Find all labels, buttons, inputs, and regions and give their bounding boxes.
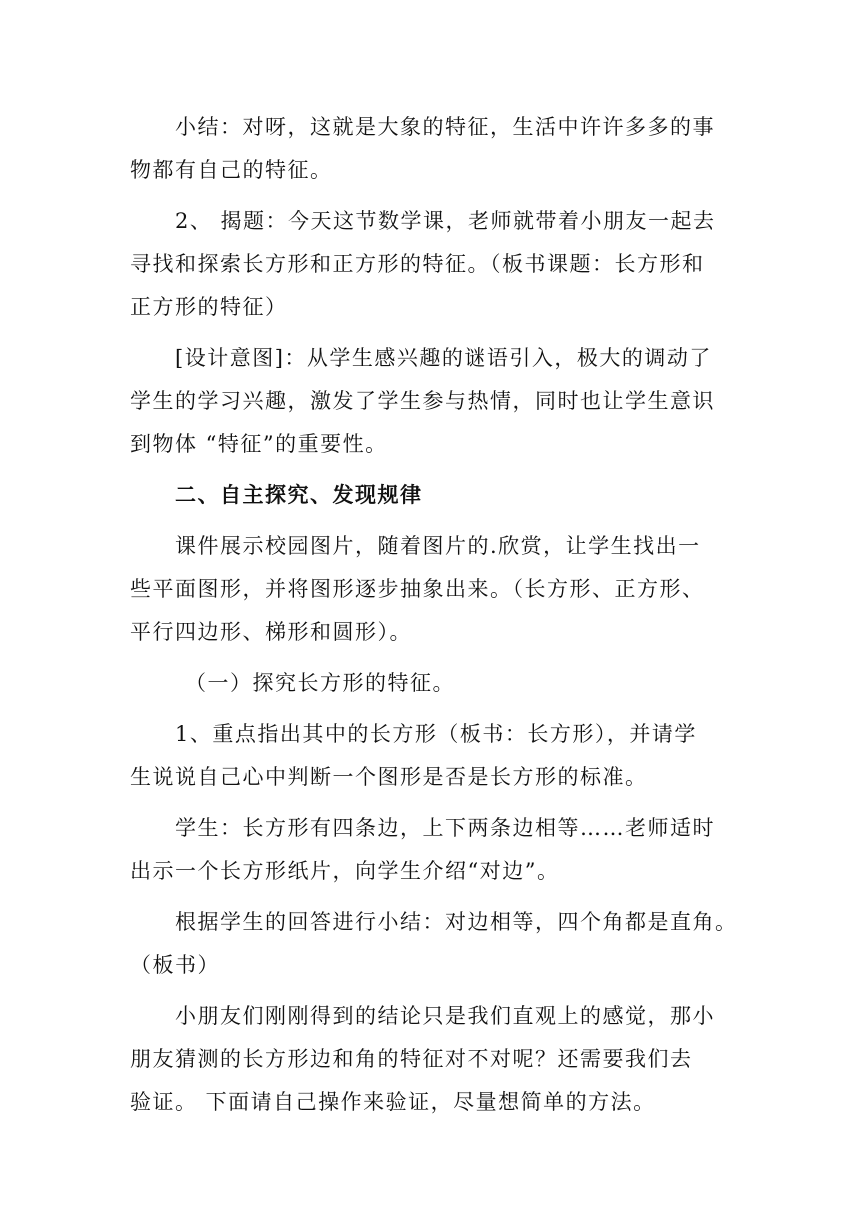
text-line: 正方形的特征） (130, 295, 288, 319)
subsection-heading (130, 662, 730, 705)
text-line: 课件展示校园图片，随着图片的.欣赏，让学生找出一 (175, 534, 701, 558)
paragraph-topic (130, 200, 730, 329)
text-line: 到物体 “特征”的重要性。 (130, 432, 388, 456)
paragraph-student (130, 807, 730, 893)
text-line: 出示一个长方形纸片，向学生介绍“对边”。 (130, 859, 560, 883)
paragraph-rectangle-point (130, 713, 730, 799)
text-line: 平行四边形、梯形和圆形）。 (130, 620, 412, 644)
text-line: 小结：对呀，这就是大象的特征，生活中许许多多的事 (175, 115, 715, 139)
text-line: 2、 揭题：今天这节数学课，老师就带着小朋友一起去 (175, 209, 716, 233)
paragraph-summary (130, 106, 730, 192)
text-line: 1、重点指出其中的长方形（板书：长方形），并请学 (175, 722, 697, 746)
text-line: 小朋友们刚刚得到的结论只是我们直观上的感觉，那小 (175, 1004, 715, 1028)
text-line: （一）探究长方形的特征。 (185, 671, 455, 695)
section-heading: 二、自主探究、发现规律 (175, 483, 423, 507)
document-body (130, 106, 738, 1132)
text-line: 寻找和探索长方形和正方形的特征。（板书课题：长方形和 (130, 252, 705, 276)
text-line: 物都有自己的特征。 (130, 158, 333, 182)
text-line: 些平面图形，并将图形逐步抽象出来。（长方形、正方形、 (130, 577, 705, 601)
text-line: 验证。 下面请自己操作来验证，尽量想简单的方法。 (130, 1090, 656, 1114)
text-line: （板书） (130, 953, 220, 977)
paragraph-courseware (130, 525, 730, 654)
text-line: 学生的学习兴趣，激发了学生参与热情，同时也让学生意识 (130, 389, 715, 413)
paragraph-conclusion (130, 901, 738, 987)
text-line: 根据学生的回答进行小结：对边相等，四个角都是直角。 (175, 910, 738, 934)
text-line: [设计意图]：从学生感兴趣的谜语引入，极大的调动了 (175, 346, 712, 370)
text-line: 生说说自己心中判断一个图形是否是长方形的标准。 (130, 765, 648, 789)
text-line: 朋友猜测的长方形边和角的特征对不对呢？还需要我们去 (130, 1047, 693, 1071)
text-line: 学生：长方形有四条边，上下两条边相等……老师适时 (175, 816, 715, 840)
paragraph-verification (130, 995, 730, 1124)
paragraph-design-intent (130, 337, 730, 466)
